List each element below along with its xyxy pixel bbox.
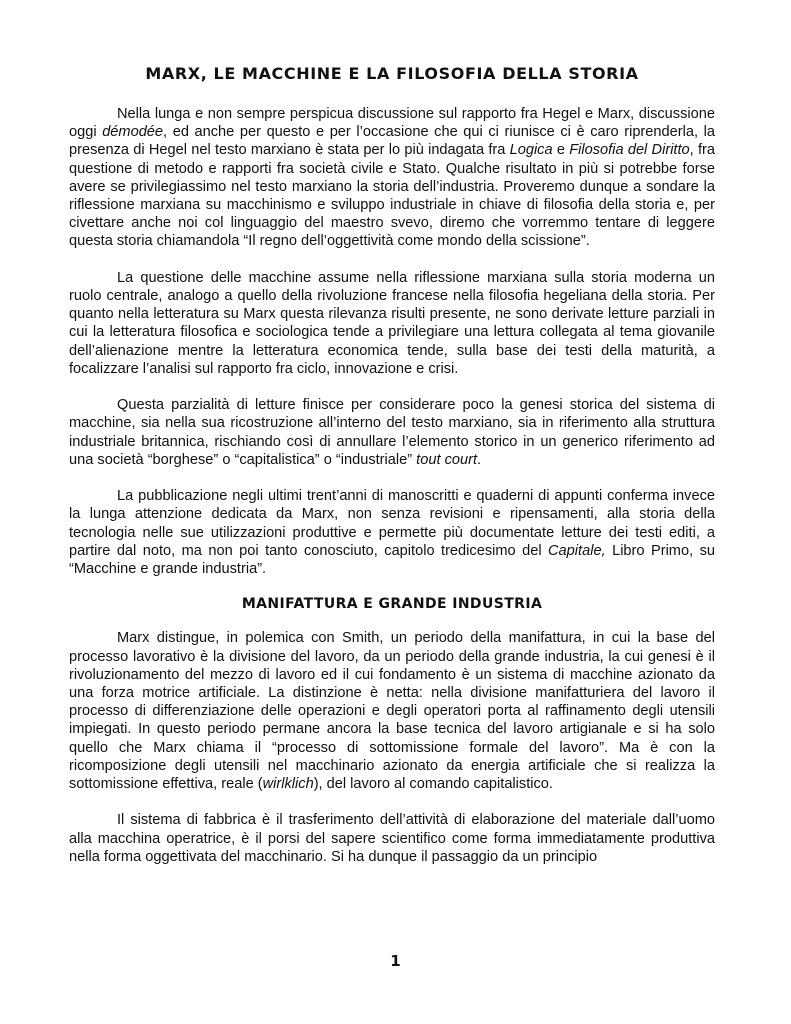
text-run: Questa parzialità di letture finisce per considerare poco la genesi storica del sistema di macchine, sia nella sua ricostruzione all’interno del testo marxiano, sia in riferimento alla struttura industriale britannica, rischiando così di annullare l’elemento storico in un generico riferimento ad una società “borghese” o “capitalistica” o “industriale” — [69, 397, 715, 468]
section-paragraphs — [69, 629, 715, 866]
intro-paragraphs — [69, 105, 715, 578]
text-run: Il sistema di fabbrica è il trasferimento dell’attività di elaborazione del materiale dall’uomo alla macchina operatrice, è il porsi del sapere scientifico come forma immediatamente produttiva nella forma oggettivata del macchinario. Si ha dunque il passaggio da un principio — [69, 812, 715, 865]
text-run: . — [477, 451, 482, 468]
text-run: , fra questione di metodo e rapporti fra società civile e Stato. Qualche risultato in più si potrebbe forse avere se privilegiassimo nel testo marxiano la storia dell’industria. Proveremo dunque a sondare la riflessione marxiana su macchinismo e sviluppo industriale in chiave di filosofia della storia e, per civettare anche noi col linguaggio del maestro svevo, diremo che vorremmo tentare di leggere questa storia chiamandola “Il regno dell’oggettività come mondo della scissione”. — [69, 142, 716, 250]
text-run: , ed anche per questo e per l’occasione che qui ci riunisce ci è caro riprenderla, la presenza di Hegel nel testo marxiano è stata per lo più indagata fra — [69, 124, 715, 159]
page-number: 1 — [390, 952, 401, 970]
text-run: e — [552, 142, 570, 159]
paragraph — [69, 105, 715, 251]
document-title: MARX, LE MACCHINE E LA FILOSOFIA DELLA STORIA — [145, 64, 639, 83]
italic-text: démodée — [102, 124, 164, 141]
italic-text: Logica — [509, 142, 553, 159]
paragraph — [69, 269, 715, 378]
paragraph — [69, 396, 715, 469]
italic-text: wirlklich — [262, 776, 314, 793]
text-run: Marx distingue, in polemica con Smith, un periodo della manifattura, in cui la base del processo lavorativo è la divisione del lavoro, da un periodo della grande industria, la cui genesi è il rivoluzionamento del mezzo di lavoro ed il cui fondamento è un sistema di macchine azionato da una forza motrice artificiale. La distinzione è netta: nella divisione manifatturiera del lavoro il processo di differenziazione delle operazioni e degli operatori porta al raffinamento degli utensili impiegati. In questo periodo permane ancora la base tecnica del lavoro artigianale e si ha solo quello che Marx chiama il “processo di sottomissione formale del lavoro”. Ma è con la ricomposizione degli utensili nel macchinario azionato da energia artificiale che si realizza la sottomissione effettiva, reale ( — [69, 630, 715, 793]
text-run: ), del lavoro al comando capitalistico. — [313, 776, 553, 793]
paragraph — [69, 487, 715, 578]
text-run: La questione delle macchine assume nella riflessione marxiana sulla storia moderna un ruolo centrale, analogo a quello della rivoluzione francese nella filosofia hegeliana della storia. Per quanto nella letteratura su Marx questa rilevanza risulti presente, ne sono derivate letture parziali in cui la letteratura filosofica e sociologica tende a privilegiare una lettura collegata al tema giovanile dell’alienazione mentre la letteratura economica tende, sulla base dei testi della maturità, a focalizzare l’analisi sul rapporto fra ciclo, innovazione e crisi. — [69, 269, 715, 377]
text-run: Nella lunga e non sempre perspicua discussione sul rapporto fra Hegel e Marx, discussione oggi — [69, 106, 715, 141]
italic-text: Filosofia del Diritto — [569, 142, 690, 159]
text-run: La pubblicazione negli ultimi trent’anni di manoscritti e quaderni di appunti conferma invece la lunga attenzione dedicata da Marx, non senza revisioni e ripensamenti, alla storia della tecnologia nelle sue utilizzazioni produttive e permette più documentate letture dei testi editi, a partire dal noto, ma non poi tanto conosciuto, capitolo tredicesimo del — [69, 488, 715, 559]
paragraph — [69, 629, 715, 793]
section-title: MANIFATTURA E GRANDE INDUSTRIA — [241, 596, 543, 613]
italic-text: tout court — [416, 451, 478, 468]
italic-text: Capitale, — [548, 542, 606, 559]
paragraph — [69, 811, 715, 866]
text-run: Libro Primo, su “Macchine e grande industria”. — [69, 542, 715, 578]
